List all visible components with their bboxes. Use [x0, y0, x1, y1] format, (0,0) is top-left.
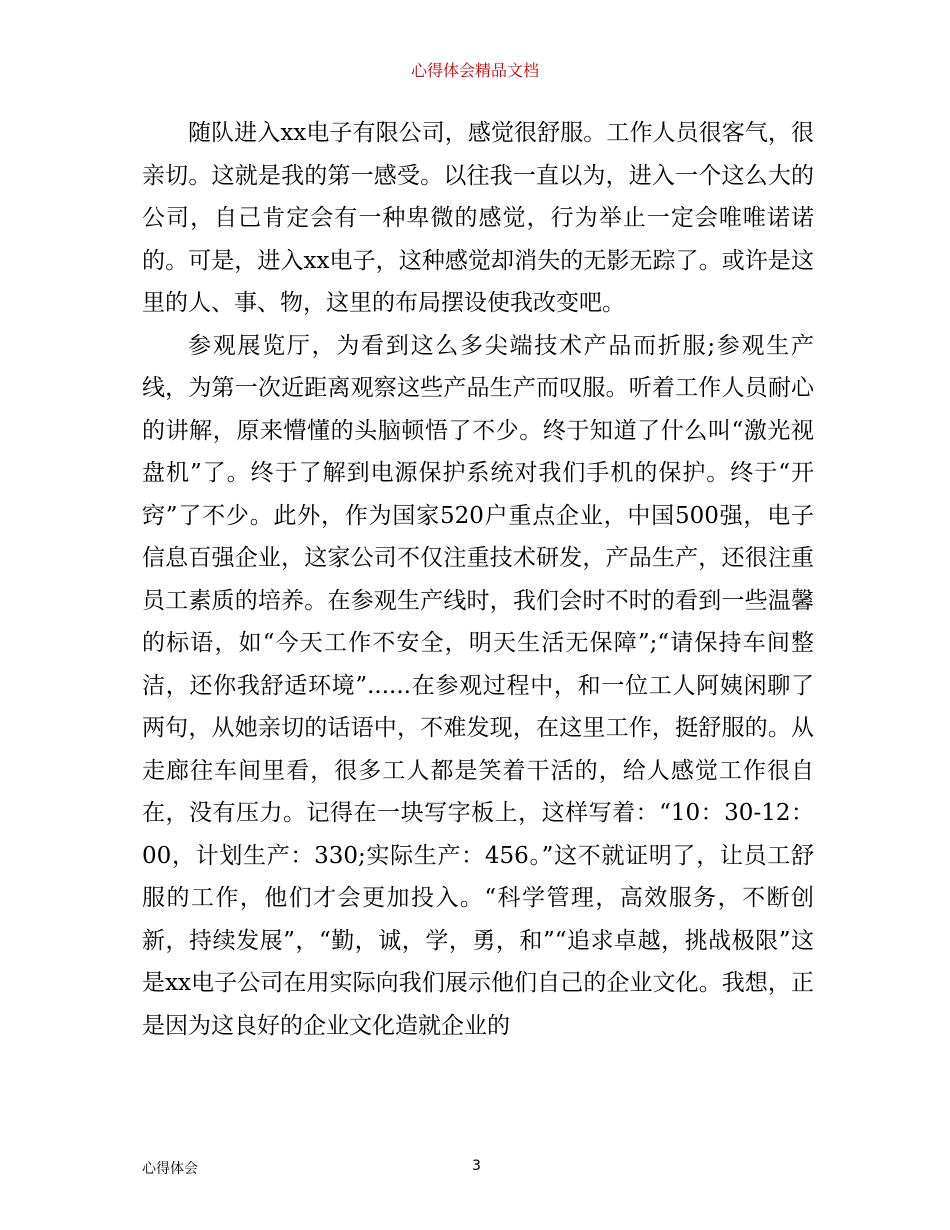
document-body — [142, 112, 814, 1047]
page-number: 3 — [472, 1158, 481, 1174]
page-header-title: 心得体会精品文档 — [410, 61, 539, 80]
paragraph-1: 随队进入xx电子有限公司，感觉很舒服。工作人员很客气，很亲切。这就是我的第一感受。以往我一直以为，进入一个这么大的公司，自己肯定会有一种卑微的感觉，行为举止一定会唯唯诺诺的。可是，进入xx电子，这种感觉却消失的无影无踪了。或许是这里的人、事、物，这里的布局摆设使我改变吧。 — [142, 120, 814, 316]
footer-label: 心得体会 — [142, 1161, 198, 1177]
paragraph-2: 参观展览厅，为看到这么多尖端技术产品而折服;参观生产线，为第一次近距离观察这些产品生产而叹服。听着工作人员耐心的讲解，原来懵懂的头脑顿悟了不少。终于知道了什么叫“激光视盘机”了。终于了解到电源保护系统对我们手机的保护。终于“开窍”了不少。此外，作为国家520户重点企业，中国500强，电子信息百强企业，这家公司不仅注重技术研发，产品生产，还很注重员工素质的培养。在参观生产线时，我们会时不时的看到一些温馨的标语，如“今天工作不安全，明天生活无保障”;“请保持车间整洁，还你我舒适环境”......在参观过程中，和一位工人阿姨闲聊了两句，从她亲切的话语中，不难发现，在这里工作，挺舒服的。从走廊往车间里看，很多工人都是笑着干活的，给人感觉工作很自在，没有压力。记得在一块写字板上，这样写着：“10：30-12：00，计划生产：330;实际生产：456。”这不就证明了，让员工舒服的工作，他们才会更加投入。“科学管理，高效服务，不断创新，持续发展”，“勤，诚，学，勇，和”“追求卓越，挑战极限”这是xx电子公司在用实际向我们展示他们自己的企业文化。我想，正是因为这良好的企业文化造就企业的 — [142, 332, 814, 1039]
